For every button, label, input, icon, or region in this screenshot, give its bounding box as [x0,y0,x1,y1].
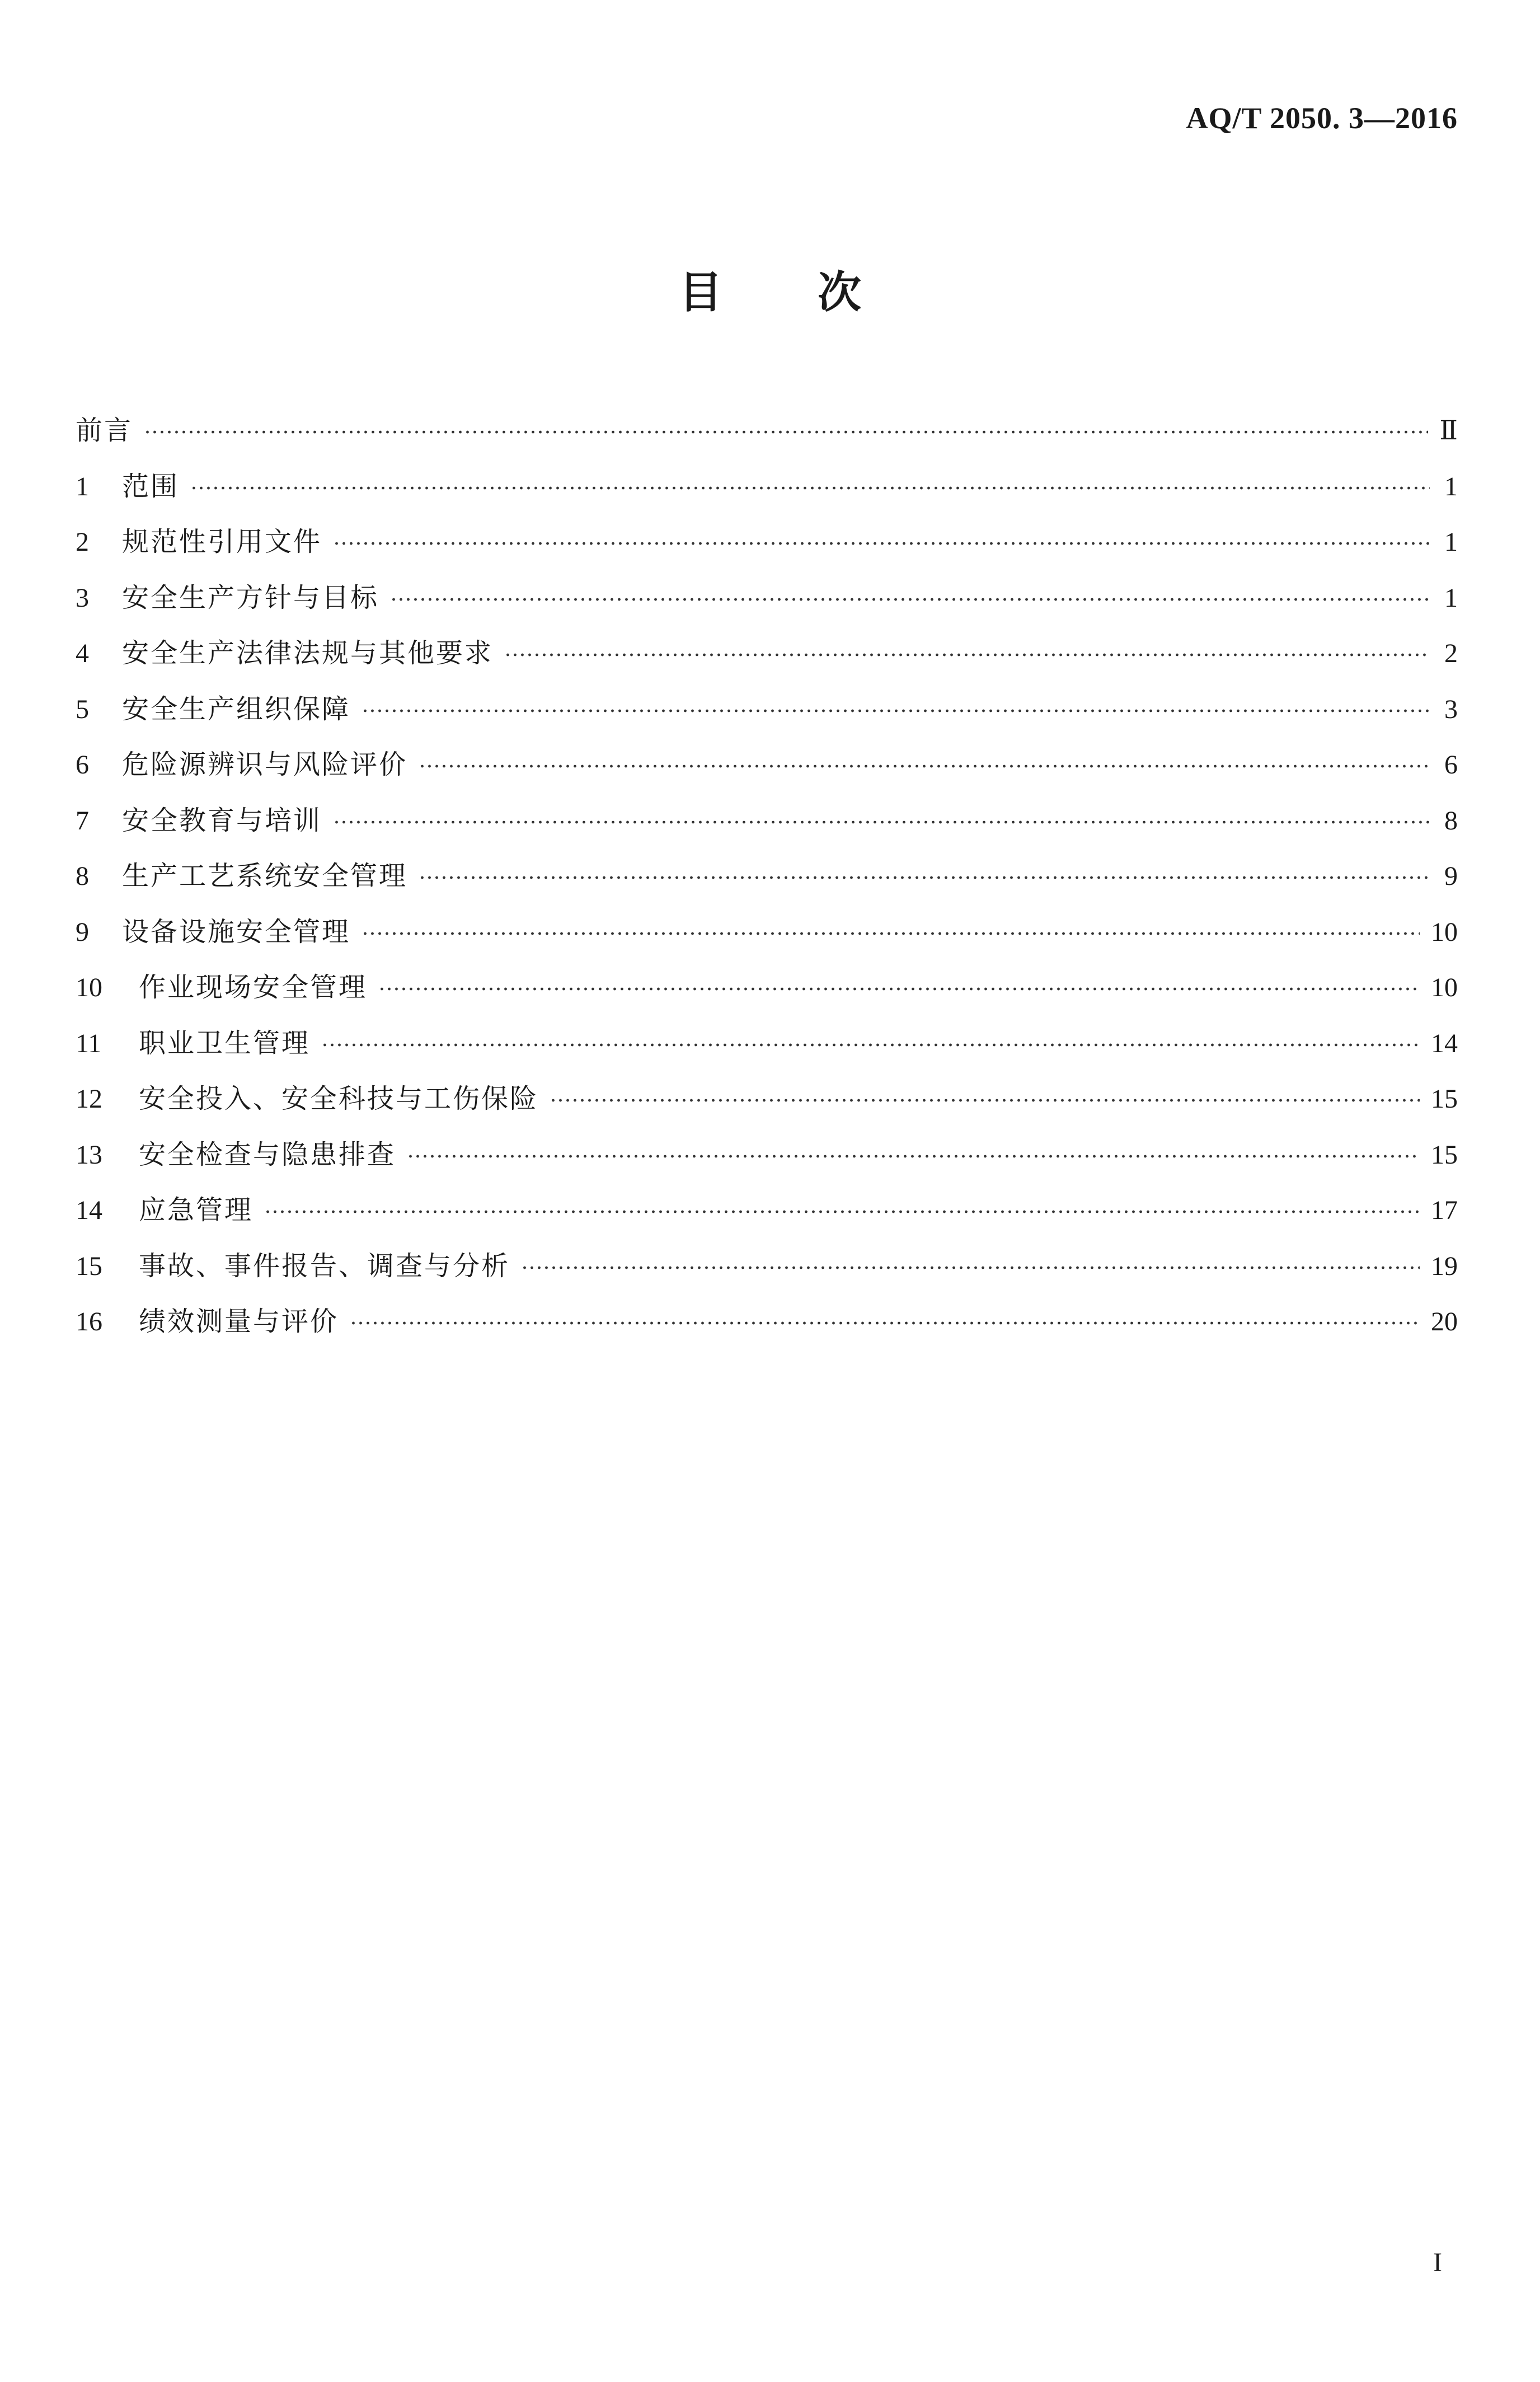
toc-leader-dots [333,542,1430,545]
toc-entry-page: Ⅱ [1439,416,1458,446]
toc-entry-label: 危险源辨识与风险评价 [122,749,408,780]
toc-entry[interactable] [76,1244,1458,1300]
toc-entry-label: 安全检查与隐患排查 [139,1138,396,1170]
toc-entry-label: 范围 [122,470,180,502]
toc-entry-page: 1 [1444,583,1458,613]
toc-entry[interactable] [76,799,1458,855]
toc-entry-page: 10 [1431,973,1458,1002]
toc-leader-dots [390,598,1430,601]
page-title: 目次 [678,268,956,318]
toc-entry-label: 规范性引用文件 [122,526,322,557]
toc-entry-number: 11 [76,1028,102,1058]
toc-entry-number: 13 [76,1140,102,1170]
standard-code: AQ/T 2050. 3—2016 [1186,101,1458,135]
toc-leader-dots [378,987,1420,991]
toc-entry-page: 14 [1431,1028,1458,1058]
toc-entry-label: 绩效测量与评价 [139,1306,339,1337]
toc-entry[interactable] [76,1133,1458,1189]
toc-entry-number: 2 [76,527,89,557]
toc-entry[interactable] [76,520,1458,576]
toc-entry-label: 安全投入、安全科技与工伤保险 [139,1083,539,1114]
toc-leader-dots [504,653,1430,657]
toc-entry-number: 10 [76,973,102,1002]
toc-entry-number: 6 [76,750,89,780]
toc-entry[interactable] [76,965,1458,1021]
toc-leader-dots [407,1155,1420,1158]
page-number: I [1433,2248,1442,2277]
toc-entry-label: 安全生产组织保障 [122,693,351,725]
toc-entry-page: 15 [1431,1140,1458,1170]
toc-entry-number: 1 [76,471,89,501]
toc-entry-number: 5 [76,694,89,724]
toc-leader-dots [144,430,1428,434]
toc-leader-dots [190,486,1430,490]
toc-entry[interactable] [76,1188,1458,1244]
toc-entry-label: 设备设施安全管理 [122,916,351,948]
toc-leader-dots [550,1099,1420,1102]
toc-entry-page: 9 [1444,861,1458,891]
table-of-contents [76,409,1458,1356]
toc-entry-number: 8 [76,861,89,891]
toc-entry-number: 12 [76,1084,102,1114]
toc-entry-label: 安全生产方针与目标 [122,582,379,613]
toc-entry[interactable] [76,854,1458,910]
toc-entry[interactable] [76,631,1458,687]
toc-entry-label: 职业卫生管理 [139,1027,311,1059]
toc-entry-page: 15 [1431,1084,1458,1114]
toc-leader-dots [361,709,1430,712]
toc-entry[interactable] [76,1021,1458,1077]
toc-entry[interactable] [76,576,1458,632]
toc-entry[interactable] [76,743,1458,799]
toc-entry-number: 14 [76,1195,102,1225]
toc-entry-page: 2 [1444,639,1458,668]
toc-entry-number: 7 [76,805,89,836]
toc-entry-number: 16 [76,1307,102,1337]
toc-entry-number: 15 [76,1251,102,1281]
toc-entry-page: 19 [1431,1251,1458,1281]
toc-entry-number: 4 [76,639,89,668]
toc-entry-label: 作业现场安全管理 [139,972,368,1003]
toc-leader-dots [350,1321,1420,1325]
toc-entry-foreword[interactable] [76,409,1458,465]
toc-leader-dots [419,765,1430,768]
toc-entry[interactable] [76,910,1458,966]
toc-entry[interactable] [76,465,1458,521]
toc-entry-label: 前言 [76,415,133,446]
toc-entry-page: 17 [1431,1195,1458,1225]
toc-entry-page: 10 [1431,917,1458,947]
toc-leader-dots [264,1210,1420,1213]
toc-leader-dots [321,1043,1420,1047]
toc-entry[interactable] [76,687,1458,743]
toc-entry[interactable] [76,1077,1458,1133]
toc-entry-page: 20 [1431,1307,1458,1337]
toc-entry-label: 事故、事件报告、调查与分析 [139,1250,510,1282]
toc-entry-label: 安全教育与培训 [122,804,322,836]
toc-entry[interactable] [76,1300,1458,1356]
toc-leader-dots [521,1266,1420,1269]
toc-entry-page: 8 [1444,805,1458,836]
toc-leader-dots [419,876,1430,879]
toc-leader-dots [361,932,1420,935]
toc-entry-label: 安全生产法律法规与其他要求 [122,637,494,669]
toc-leader-dots [333,820,1430,824]
toc-entry-label: 生产工艺系统安全管理 [122,860,408,892]
toc-entry-page: 3 [1444,694,1458,724]
toc-entry-label: 应急管理 [139,1194,253,1226]
toc-entry-number: 3 [76,583,89,613]
toc-entry-number: 9 [76,917,89,947]
toc-entry-page: 1 [1444,527,1458,557]
toc-entry-page: 6 [1444,750,1458,780]
toc-entry-page: 1 [1444,471,1458,501]
